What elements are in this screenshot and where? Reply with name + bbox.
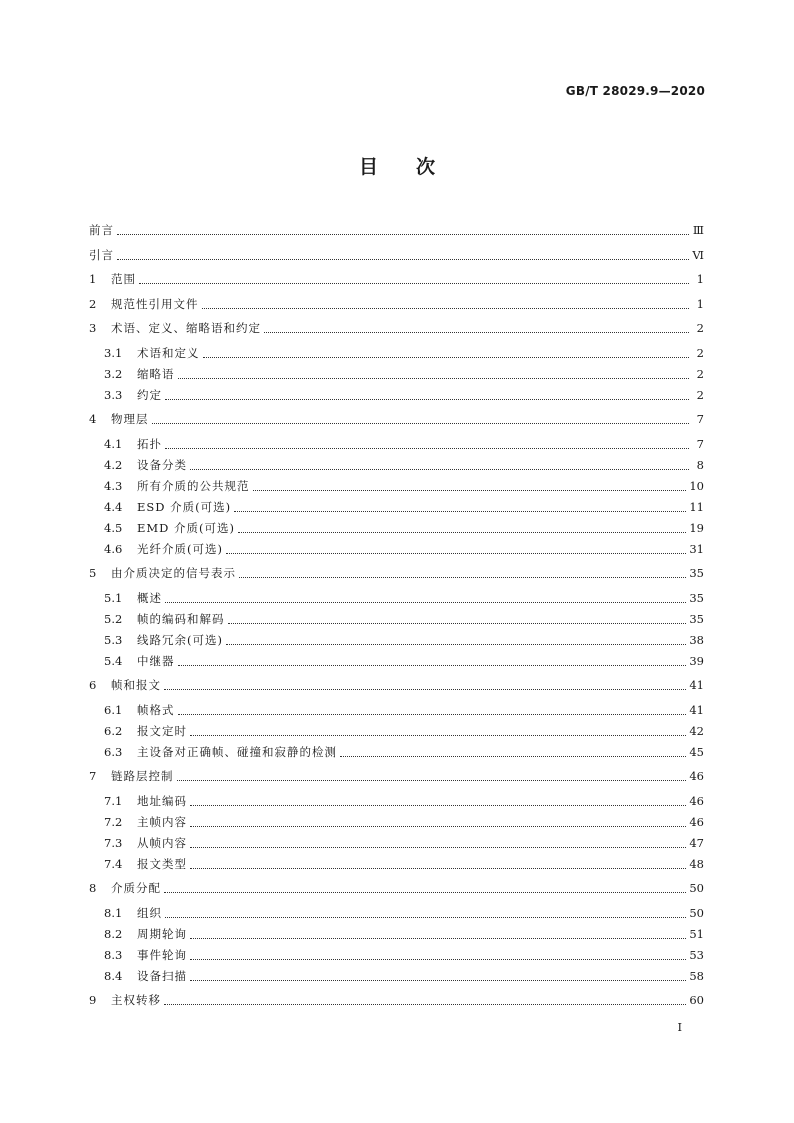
dot-leader: [226, 553, 686, 554]
standard-code: GB/T 28029.9—2020: [565, 84, 705, 98]
toc-entry-number: 4.3: [104, 478, 123, 493]
dot-leader: [178, 714, 687, 715]
toc-entry-label: 缩略语: [137, 366, 175, 381]
toc-entry-number: 5: [89, 566, 97, 580]
dot-leader: [190, 980, 686, 981]
toc-entry-page: 58: [689, 968, 704, 983]
toc-entry-page: 50: [689, 881, 704, 895]
toc-entry[interactable]: [89, 518, 704, 538]
toc-entry-page: Ⅲ: [692, 223, 704, 237]
toc-entry[interactable]: [89, 609, 704, 629]
toc-entry-number: 4.1: [104, 436, 123, 451]
toc-entry[interactable]: [89, 966, 704, 986]
toc-entry-label: 物理层: [111, 412, 149, 426]
toc-entry-number: 4.4: [104, 499, 123, 514]
dot-leader: [190, 847, 686, 848]
dot-leader: [190, 868, 686, 869]
toc-entry-page: 2: [696, 321, 704, 335]
toc-entry-page: 47: [689, 835, 704, 850]
page-number: I: [677, 1020, 682, 1034]
toc-entry[interactable]: [89, 434, 704, 454]
toc-entry[interactable]: [89, 903, 704, 923]
toc-entry-label: 地址编码: [137, 793, 187, 808]
toc-entry-label: 帧格式: [137, 702, 175, 717]
toc-entry-label: 由介质决定的信号表示: [111, 566, 236, 580]
toc-entry[interactable]: [89, 455, 704, 475]
toc-entry-page: 1: [696, 296, 704, 311]
toc-entry[interactable]: [89, 945, 704, 965]
toc-entry-page: Ⅵ: [692, 247, 704, 262]
toc-entry-label: 设备分类: [137, 457, 187, 472]
toc-entry-page: 41: [689, 702, 704, 717]
toc-entry-page: 2: [696, 387, 704, 402]
dot-leader: [164, 689, 686, 690]
toc-entry-number: 4.2: [104, 457, 123, 472]
toc-entry-page: 7: [696, 412, 704, 426]
dot-leader: [228, 623, 687, 624]
toc-entry-number: 7.1: [104, 793, 123, 808]
toc-entry[interactable]: [89, 343, 704, 363]
toc-entry[interactable]: [89, 854, 704, 874]
dot-leader: [165, 917, 686, 918]
toc-entry-page: 38: [689, 632, 704, 647]
dot-leader: [203, 357, 690, 358]
toc-entry-number: 3.3: [104, 387, 123, 402]
toc-entry-page: 50: [689, 905, 704, 920]
toc-entry[interactable]: [89, 318, 704, 338]
dot-leader: [177, 780, 687, 781]
toc-entry-number: 7.3: [104, 835, 123, 850]
toc-entry-page: 46: [689, 814, 704, 829]
toc-entry-page: 11: [689, 499, 704, 514]
toc-entry-number: 7.4: [104, 856, 123, 871]
toc-entry[interactable]: [89, 742, 704, 762]
toc-entry[interactable]: [89, 924, 704, 944]
toc-entry-page: 7: [696, 436, 704, 451]
toc-entry-page: 8: [696, 457, 704, 472]
dot-leader: [190, 735, 686, 736]
dot-leader: [178, 378, 690, 379]
page-title: 目次: [358, 156, 473, 178]
toc-entry-label: 主设备对正确帧、碰撞和寂静的检测: [137, 744, 337, 759]
toc-entry-number: 7.2: [104, 814, 123, 829]
toc-entry-number: 8.2: [104, 926, 123, 941]
dot-leader: [190, 959, 686, 960]
toc-entry-page: 46: [689, 793, 704, 808]
toc-entry[interactable]: [89, 630, 704, 650]
toc-entry-label: 主权转移: [111, 993, 161, 1007]
dot-leader: [117, 234, 689, 235]
dot-leader: [152, 423, 690, 424]
toc-entry-page: 46: [689, 769, 704, 783]
dot-leader: [238, 532, 686, 533]
toc-entry-page: 19: [689, 520, 704, 535]
toc-entry-number: 1: [89, 272, 97, 286]
toc-entry[interactable]: [89, 364, 704, 384]
toc-entry-number: 5.3: [104, 632, 123, 647]
toc-entry[interactable]: [89, 878, 704, 898]
toc-entry-number: 4.5: [104, 520, 123, 535]
toc-entry-number: 3.1: [104, 345, 123, 360]
toc-entry[interactable]: [89, 700, 704, 720]
toc-entry[interactable]: [89, 563, 704, 583]
dot-leader: [165, 399, 689, 400]
toc-entry-label: 主帧内容: [137, 814, 187, 829]
dot-leader: [178, 665, 687, 666]
toc-entry[interactable]: [89, 476, 704, 496]
toc-entry-number: 9: [89, 993, 97, 1007]
dot-leader: [117, 259, 689, 260]
dot-leader: [226, 644, 686, 645]
toc-entry[interactable]: [89, 675, 704, 695]
toc-entry-label: 拓扑: [137, 436, 162, 451]
dot-leader: [164, 892, 686, 893]
toc-entry-page: 45: [689, 744, 704, 759]
toc-entry-label: 概述: [137, 590, 162, 605]
toc-entry[interactable]: [89, 385, 704, 405]
toc-entry-label: 帧的编码和解码: [137, 611, 225, 626]
toc-entry-number: 4: [89, 412, 97, 426]
toc-entry-page: 51: [689, 926, 704, 941]
toc-entry-page: 48: [689, 856, 704, 871]
toc-entry-page: 42: [689, 723, 704, 738]
toc-entry-label: 帧和报文: [111, 678, 161, 692]
toc-entry[interactable]: [89, 721, 704, 741]
toc-entry-page: 31: [689, 541, 704, 556]
toc-entry-page: 2: [696, 366, 704, 381]
toc-entry-label: 线路冗余(可选): [137, 632, 223, 647]
toc-entry[interactable]: [89, 539, 704, 559]
toc-entry-number: 8.3: [104, 947, 123, 962]
dot-leader: [190, 938, 686, 939]
toc-entry-label: ESD 介质(可选): [137, 499, 232, 514]
toc-entry-page: 1: [696, 272, 704, 286]
dot-leader: [340, 756, 686, 757]
toc-entry-page: 39: [689, 653, 704, 668]
toc-entry-number: 6.1: [104, 702, 123, 717]
toc-entry[interactable]: [89, 766, 704, 786]
dot-leader: [253, 490, 687, 491]
toc-entry-label: 引言: [89, 247, 114, 262]
toc-entry-label: 约定: [137, 387, 162, 402]
dot-leader: [190, 805, 686, 806]
toc-entry-number: 5.2: [104, 611, 123, 626]
toc-entry-label: 链路层控制: [111, 769, 174, 783]
toc-entry-page: 35: [689, 566, 704, 580]
toc-entry-label: 介质分配: [111, 881, 161, 895]
toc-entry[interactable]: [89, 245, 704, 265]
toc-entry-page: 35: [689, 590, 704, 605]
toc-entry-page: 35: [689, 611, 704, 626]
toc-entry-label: 报文定时: [137, 723, 187, 738]
dot-leader: [164, 1004, 686, 1005]
toc-entry-number: 3: [89, 321, 97, 335]
toc-entry-label: 从帧内容: [137, 835, 187, 850]
toc-entry-label: 术语和定义: [137, 345, 200, 360]
toc-entry[interactable]: [89, 791, 704, 811]
toc-entry-number: 7: [89, 769, 97, 783]
toc-entry[interactable]: [89, 497, 704, 517]
toc-entry-label: 周期轮询: [137, 926, 187, 941]
toc-entry-number: 6.2: [104, 723, 123, 738]
toc-entry-number: 4.6: [104, 541, 123, 556]
dot-leader: [264, 332, 689, 333]
dot-leader: [202, 308, 690, 309]
toc-entry-label: EMD 介质(可选): [137, 520, 236, 535]
dot-leader: [190, 826, 686, 827]
toc-entry-number: 8.4: [104, 968, 123, 983]
toc-entry-page: 60: [689, 993, 704, 1007]
toc-entry-number: 6: [89, 678, 97, 692]
toc-entry-number: 6.3: [104, 744, 123, 759]
toc-entry-page: 2: [696, 345, 704, 360]
toc-entry-label: 中继器: [137, 653, 175, 668]
toc-entry-label: 范围: [111, 272, 136, 286]
toc-entry-label: 报文类型: [137, 856, 187, 871]
dot-leader: [165, 602, 686, 603]
dot-leader: [190, 469, 689, 470]
toc-entry-number: 8.1: [104, 905, 123, 920]
toc-entry[interactable]: [89, 269, 704, 289]
dot-leader: [165, 448, 689, 449]
toc-entry-number: 8: [89, 881, 97, 895]
toc-entry-number: 5.4: [104, 653, 123, 668]
toc-entry-label: 规范性引用文件: [111, 296, 199, 311]
toc-entry-label: 术语、定义、缩略语和约定: [111, 321, 261, 335]
toc-entry-label: 事件轮询: [137, 947, 187, 962]
toc-entry[interactable]: [89, 833, 704, 853]
dot-leader: [239, 577, 686, 578]
toc-entry-number: 5.1: [104, 590, 123, 605]
toc-entry-label: 所有介质的公共规范: [137, 478, 250, 493]
dot-leader: [139, 283, 689, 284]
toc-entry[interactable]: [89, 220, 704, 240]
toc-entry[interactable]: [89, 812, 704, 832]
dot-leader: [234, 511, 686, 512]
toc-entry[interactable]: [89, 990, 704, 1010]
toc-entry-page: 53: [689, 947, 704, 962]
toc-entry-label: 光纤介质(可选): [137, 541, 223, 556]
toc-entry-label: 组织: [137, 905, 162, 920]
toc-entry-label: 前言: [89, 223, 114, 237]
toc-entry-number: 2: [89, 296, 97, 311]
toc-entry[interactable]: [89, 409, 704, 429]
toc-entry-page: 10: [689, 478, 704, 493]
toc-entry[interactable]: [89, 294, 704, 314]
toc-entry[interactable]: [89, 651, 704, 671]
toc-entry-label: 设备扫描: [137, 968, 187, 983]
toc-entry[interactable]: [89, 588, 704, 608]
toc-entry-page: 41: [689, 678, 704, 692]
toc-entry-number: 3.2: [104, 366, 123, 381]
